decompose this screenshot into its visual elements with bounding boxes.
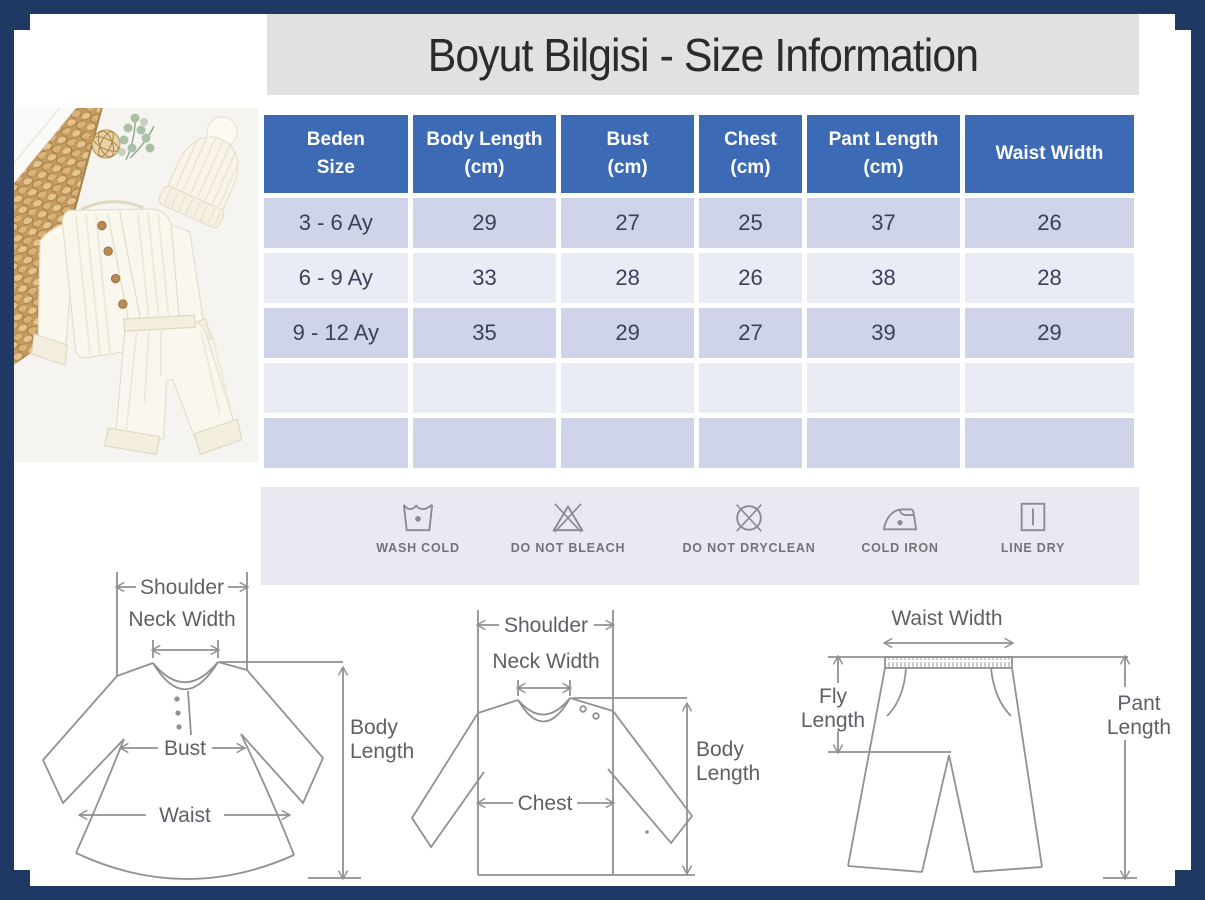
cell-bust: 28 (561, 253, 694, 303)
pants-fly-length-label: Length (800, 709, 866, 732)
line-dry-icon (1014, 500, 1052, 534)
size-table (259, 110, 1139, 473)
sweater-neck-width-label: Neck Width (492, 650, 600, 673)
cell-bust: 27 (561, 198, 694, 248)
sweater-chest-label: Chest (517, 792, 573, 815)
product-photo (8, 108, 258, 462)
cell-pant-length: 39 (807, 308, 960, 358)
dress-body-length-label: Body (350, 716, 398, 739)
cell-pant-length: 37 (807, 198, 960, 248)
care-item-line-dry (948, 500, 1118, 555)
dress-measurement-diagram (25, 562, 420, 898)
frame-corner (1175, 0, 1205, 30)
cell-bust: 29 (561, 308, 694, 358)
care-label: LINE DRY (1000, 541, 1066, 555)
cell-body-length (413, 418, 557, 468)
care-item-do-not-bleach (483, 500, 653, 555)
do-not-dryclean-icon (730, 500, 768, 534)
care-label: COLD IRON (861, 541, 939, 555)
frame-corner (0, 870, 30, 900)
sweater-dot (645, 830, 649, 834)
cell-waist-width (965, 363, 1134, 413)
dress-body-length-label: Length (350, 740, 415, 763)
cell-body-length: 33 (413, 253, 557, 303)
table-row (264, 198, 1134, 248)
pants-fly-length-label: Fly (819, 685, 847, 708)
column-header-beden-size: Beden Size (264, 115, 408, 193)
pants-pant-length-label: Pant (1117, 692, 1161, 715)
table-row (264, 253, 1134, 303)
sweater-measurement-diagram (400, 592, 780, 895)
dress-buttons (174, 696, 181, 729)
column-header-pant-length: Pant Length (cm) (807, 115, 960, 193)
column-header-bust: Bust (cm) (561, 115, 694, 193)
cell-size (264, 418, 408, 468)
pants-measurement-diagram (775, 595, 1195, 893)
cell-waist-width: 28 (965, 253, 1134, 303)
dress-waist-label: Waist (159, 804, 211, 827)
care-label: DO NOT DRYCLEAN (682, 541, 816, 555)
cold-iron-icon (881, 500, 919, 534)
header-row (264, 115, 1134, 193)
cell-bust (561, 418, 694, 468)
cell-pant-length: 38 (807, 253, 960, 303)
cell-waist-width: 26 (965, 198, 1134, 248)
care-item-wash-cold (333, 500, 503, 555)
table-row-empty (264, 363, 1134, 413)
column-header-chest: Chest (cm) (699, 115, 802, 193)
pants-outline (828, 657, 1128, 872)
care-item-do-not-dryclean (664, 500, 834, 555)
column-header-waist-width: Waist Width (965, 115, 1134, 193)
care-label: WASH COLD (376, 541, 460, 555)
page-title: Boyut Bilgisi - Size Information (427, 28, 979, 81)
cell-chest: 26 (699, 253, 802, 303)
sweater-body-length-label: Body (696, 738, 744, 761)
cell-body-length: 29 (413, 198, 557, 248)
cell-waist-width: 29 (965, 308, 1134, 358)
sweater-body-length-label: Length (696, 762, 761, 785)
dress-shoulder-label: Shoulder (139, 576, 225, 599)
cell-body-length: 35 (413, 308, 557, 358)
cell-body-length (413, 363, 557, 413)
cell-chest (699, 363, 802, 413)
pants-measure-lines (828, 643, 1137, 878)
pants-pant-length-label: Length (1106, 716, 1172, 739)
cell-size: 3 - 6 Ay (264, 198, 408, 248)
cell-chest: 27 (699, 308, 802, 358)
cell-size (264, 363, 408, 413)
cell-chest: 25 (699, 198, 802, 248)
cell-size: 9 - 12 Ay (264, 308, 408, 358)
cell-waist-width (965, 418, 1134, 468)
dress-neck-width-label: Neck Width (128, 608, 236, 631)
dress-bust-label: Bust (163, 737, 207, 760)
sweater-shoulder-label: Shoulder (503, 614, 589, 637)
care-label: DO NOT BLEACH (510, 541, 626, 555)
table-row-empty (264, 418, 1134, 468)
cell-bust (561, 363, 694, 413)
cell-pant-length (807, 363, 960, 413)
table-row (264, 308, 1134, 358)
cell-chest (699, 418, 802, 468)
title-bar (267, 14, 1139, 95)
do-not-bleach-icon (549, 500, 587, 534)
pants-waist-width-label: Waist Width (891, 607, 1003, 630)
wash-cold-icon (399, 500, 437, 534)
cell-size: 6 - 9 Ay (264, 253, 408, 303)
rattan-ball (92, 129, 121, 159)
frame-corner (0, 0, 30, 30)
product-photo-illustration (8, 108, 258, 462)
frame-corner (1175, 870, 1205, 900)
column-header-body-length: Body Length (cm) (413, 115, 557, 193)
cell-pant-length (807, 418, 960, 468)
